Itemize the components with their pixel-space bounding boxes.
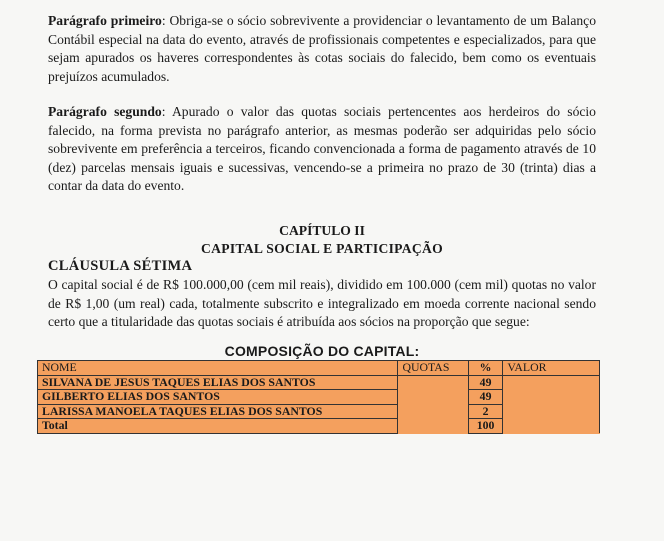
paragrafo-segundo-label: Parágrafo segundo [48,104,162,119]
capitulo-number: CAPÍTULO II [279,223,365,238]
table-header-row [38,361,600,376]
capitulo-title: CAPITAL SOCIAL E PARTICIPAÇÃO [201,241,443,256]
header-quotas: QUOTAS [398,361,468,376]
composicao-title: COMPOSIÇÃO DO CAPITAL: [224,343,420,359]
total-pct: 100 [468,419,503,434]
row-nome: LARISSA MANOELA TAQUES ELIAS DOS SANTOS [38,404,398,419]
row-nome: GILBERTO ELIAS DOS SANTOS [38,390,398,405]
clausula-text: O capital social é de R$ 100.000,00 (cem mil reais), dividido em 100.000 (cem mil) quotas no valor de R$ 1,00 (um real) cada, totalmente subscrito e integralizado em moeda corrente nacional sendo certo que a titularidade das quotas sociais é atribuída aos sócios na proporção que segue: [48,277,596,329]
clausula-title: CLÁUSULA SÉTIMA [48,258,193,274]
header-valor: VALOR [503,361,600,376]
row-valor [503,375,600,433]
paragrafo-segundo-text: : Apurado o valor das quotas sociais pertencentes aos herdeiros do sócio falecido, na forma prevista no parágrafo anterior, as mesmas poderão ser adquiridas pelo sócio sobrevivente em preferência a terceiros, ficando convencionada a forma de pagamento através de 10 (dez) parcelas mensais iguais e sucessivas, vencendo-se a primeira no prazo de 30 (trinta) dias a contar da data do evento. [48,104,596,193]
paragrafo-primeiro [48,12,596,86]
table-row [38,375,600,390]
row-quotas [398,375,468,433]
header-pct: % [468,361,503,376]
row-pct: 49 [468,375,503,390]
row-nome: SILVANA DE JESUS TAQUES ELIAS DOS SANTOS [38,375,398,390]
paragrafo-primeiro-label: Parágrafo primeiro [48,13,162,28]
paragrafo-primeiro-text: : Obriga-se o sócio sobrevivente a providenciar o levantamento de um Balanço Contábil especial na data do evento, através de profissionais competentes e especializados, para que sejam apurados os haveres correspondentes às cotas sociais do falecido, bem como os eventuais prejuízos acumulados. [48,13,596,84]
row-pct: 49 [468,390,503,405]
composicao-table [37,360,600,434]
paragrafo-segundo [48,103,596,196]
header-nome: NOME [38,361,398,376]
total-label: Total [38,419,398,434]
row-pct: 2 [468,404,503,419]
